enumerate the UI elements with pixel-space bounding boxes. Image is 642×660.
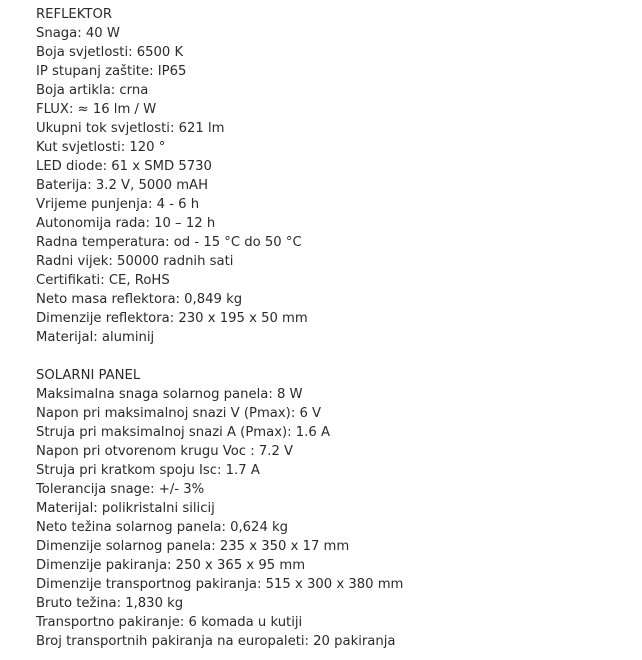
spec-line: Dimenzije solarnog panela: 235 x 350 x 17 mm xyxy=(36,539,350,554)
spec-document xyxy=(36,5,636,651)
spec-line: Dimenzije reflektora: 230 x 195 x 50 mm xyxy=(36,311,308,326)
section-heading-reflektor: REFLEKTOR xyxy=(36,7,112,22)
spec-line: IP stupanj zaštite: IP65 xyxy=(36,64,187,79)
spec-line: Certifikati: CE, RoHS xyxy=(36,273,170,288)
spec-line: Kut svjetlosti: 120 ° xyxy=(36,140,166,155)
spec-line: Tolerancija snage: +/- 3% xyxy=(36,482,205,497)
spec-line: LED diode: 61 x SMD 5730 xyxy=(36,159,212,174)
spec-line: Neto masa reflektora: 0,849 kg xyxy=(36,292,243,307)
spec-line: Materijal: polikristalni silicij xyxy=(36,501,215,516)
spec-line: Struja pri kratkom spoju Isc: 1.7 A xyxy=(36,463,260,478)
spec-line: Napon pri maksimalnoj snazi V (Pmax): 6 V xyxy=(36,406,322,421)
spec-line: Boja artikla: crna xyxy=(36,83,149,98)
spec-line: Snaga: 40 W xyxy=(36,26,120,41)
spec-line: Dimenzije pakiranja: 250 x 365 x 95 mm xyxy=(36,558,306,573)
spec-line: Baterija: 3.2 V, 5000 mAH xyxy=(36,178,208,193)
reflektor-section xyxy=(36,5,636,347)
spec-line: Autonomija rada: 10 – 12 h xyxy=(36,216,216,231)
spec-line: Struja pri maksimalnoj snazi A (Pmax): 1.6 A xyxy=(36,425,330,440)
spec-line: Broj transportnih pakiranja na europaleti: 20 pakiranja xyxy=(36,634,396,649)
section-heading-solarni-panel: SOLARNI PANEL xyxy=(36,368,141,383)
spec-line: Dimenzije transportnog pakiranja: 515 x 300 x 380 mm xyxy=(36,577,404,592)
spec-line: Transportno pakiranje: 6 komada u kutiji xyxy=(36,615,303,630)
spec-line: Bruto težina: 1,830 kg xyxy=(36,596,184,611)
spec-line: Materijal: aluminij xyxy=(36,330,155,345)
solarni-panel-section xyxy=(36,366,636,651)
spec-line: Maksimalna snaga solarnog panela: 8 W xyxy=(36,387,303,402)
spec-line: Boja svjetlosti: 6500 K xyxy=(36,45,184,60)
spec-line: Vrijeme punjenja: 4 - 6 h xyxy=(36,197,200,212)
spec-line: FLUX: ≈ 16 lm / W xyxy=(36,102,157,117)
spec-line: Ukupni tok svjetlosti: 621 lm xyxy=(36,121,225,136)
spec-line: Napon pri otvorenom krugu Voc : 7.2 V xyxy=(36,444,294,459)
spec-line: Radni vijek: 50000 radnih sati xyxy=(36,254,234,269)
spec-line: Neto težina solarnog panela: 0,624 kg xyxy=(36,520,289,535)
spec-line: Radna temperatura: od - 15 °C do 50 °C xyxy=(36,235,302,250)
